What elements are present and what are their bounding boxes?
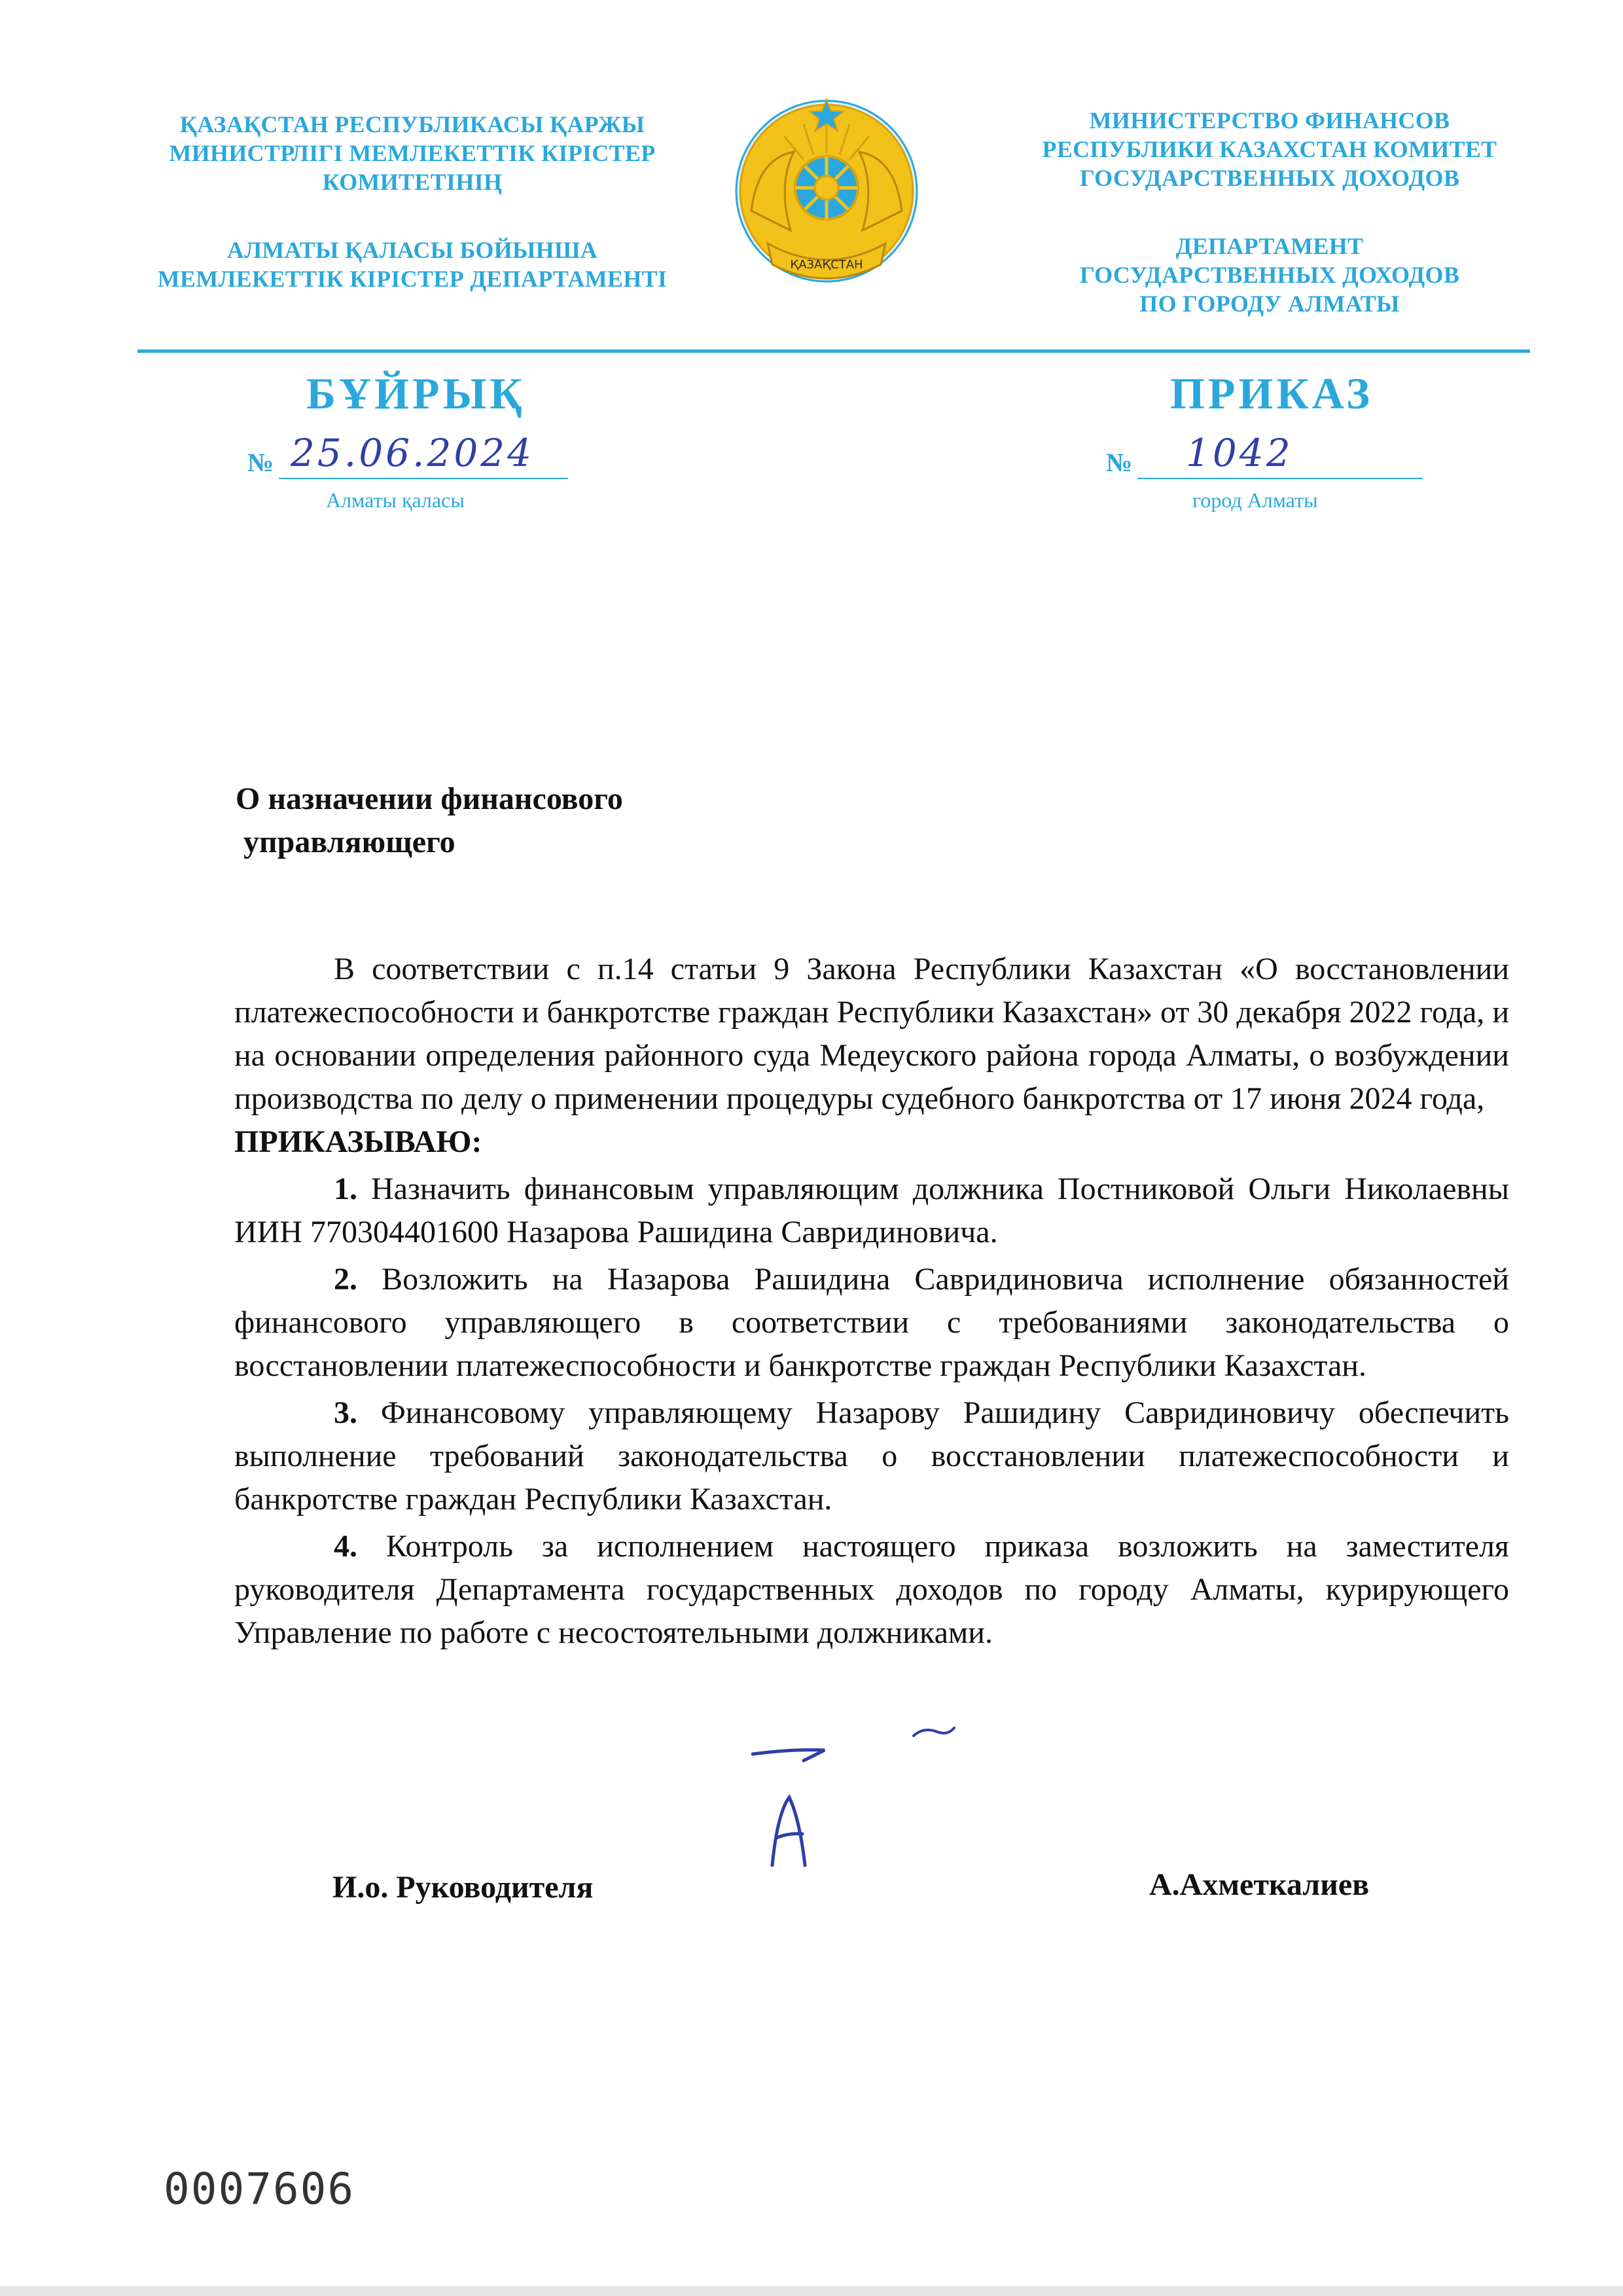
scan-bottom-edge (0, 2286, 1623, 2296)
order-item (234, 1168, 1509, 1254)
item-number: 2. (334, 1262, 357, 1297)
header-kz-dept-line: АЛМАТЫ ҚАЛАСЫ БОЙЫНША (226, 237, 598, 263)
underline (279, 478, 568, 479)
order-title-ru: ПРИКАЗ (1170, 368, 1373, 418)
order-subject (236, 778, 623, 864)
header-kz-line: КОМИТЕТІНІҢ (322, 169, 503, 195)
number-sign: № (247, 448, 274, 477)
header-ru-dept-line: ДЕПАРТАМЕНТ (1175, 233, 1364, 259)
emblem-ribbon-text: ҚАЗАҚСТАН (790, 258, 863, 272)
item-text: Назначить финансовым управляющим должника Постниковой Ольги Николаевны ИИН 770304401600 Назарова Рашидина Савридиновича. (234, 1172, 1509, 1249)
item-text: Возложить на Назарова Рашидина Савридиновича исполнение обязанностей финансового управляющего в соответствии с требованиями законодательства о восстановлении платежеспособности и банкротстве граждан Республики Казахстан. (234, 1262, 1509, 1383)
item-number: 3. (334, 1395, 357, 1430)
signatory-name: А.Ахметкалиев (1149, 1867, 1370, 1902)
city-ru: город Алматы (1192, 488, 1318, 512)
header-kz-dept-line: МЕМЛЕКЕТТІК КІРІСТЕР ДЕПАРТАМЕНТІ (157, 266, 668, 292)
state-emblem (732, 80, 921, 315)
header-divider (137, 350, 1530, 353)
subject-line: управляющего (236, 825, 455, 859)
header-ru-line: МИНИСТЕРСТВО ФИНАНСОВ (1089, 107, 1450, 134)
decree-word: ПРИКАЗЫВАЮ: (234, 1124, 482, 1159)
subject-line: О назначении финансового (236, 781, 623, 816)
handwritten-number: 1042 (1186, 431, 1293, 475)
preamble-paragraph (234, 948, 1509, 1164)
order-title-kz: БҰЙРЫҚ (306, 368, 526, 418)
order-body (234, 948, 1509, 1655)
city-kz: Алматы қаласы (326, 488, 465, 512)
header-russian (1008, 106, 1531, 318)
item-number: 1. (334, 1172, 357, 1206)
header-ru-dept-line: ГОСУДАРСТВЕННЫХ ДОХОДОВ (1079, 262, 1460, 288)
handwritten-date: 25.06.2024 (291, 431, 535, 475)
order-date-field (247, 433, 568, 479)
item-number: 4. (334, 1529, 357, 1564)
handwritten-underline-mark (911, 1724, 957, 1740)
item-text: Контроль за исполнением настоящего приказа возложить на заместителя руководителя Департамента государственных доходов по городу Алматы, курирующего Управление по работе с несостоятельными должниками. (234, 1529, 1509, 1650)
item-text: Финансовому управляющему Назарову Рашидину Савридиновичу обеспечить выполнение требований законодательства о восстановлении платежеспособности и банкротстве граждан Республики Казахстан. (234, 1395, 1509, 1516)
header-kz-line: ҚАЗАҚСТАН РЕСПУБЛИКАСЫ ҚАРЖЫ (179, 111, 645, 137)
signatory-title: И.о. Руководителя (332, 1870, 594, 1905)
number-sign: № (1106, 448, 1133, 477)
header-kazakh (118, 110, 707, 293)
header-ru-line: РЕСПУБЛИКИ КАЗАХСТАН КОМИТЕТ (1042, 136, 1497, 162)
order-item (234, 1258, 1509, 1388)
header-ru-line: ГОСУДАРСТВЕННЫХ ДОХОДОВ (1079, 165, 1460, 191)
underline (1137, 478, 1423, 479)
form-serial-number: 0007606 (164, 2164, 355, 2214)
preamble-text: В соответствии с п.14 статьи 9 Закона Республики Казахстан «О восстановлении платежеспособности и банкротстве граждан Республики Казахстан» от 30 декабря 2022 года, и на основании определения районного суда Медеуского района города Алматы, о возбуждении производства по делу о применении процедуры судебного банкротства от 17 июня 2024 года, (234, 952, 1509, 1116)
order-item (234, 1391, 1509, 1521)
handwritten-initials-mark (726, 1734, 857, 1878)
header-kz-line: МИНИСТРЛІГІ МЕМЛЕКЕТТІК КІРІСТЕР (169, 140, 656, 166)
header-ru-dept-line: ПО ГОРОДУ АЛМАТЫ (1139, 291, 1400, 317)
order-number-field (1106, 433, 1423, 479)
order-item (234, 1525, 1509, 1655)
